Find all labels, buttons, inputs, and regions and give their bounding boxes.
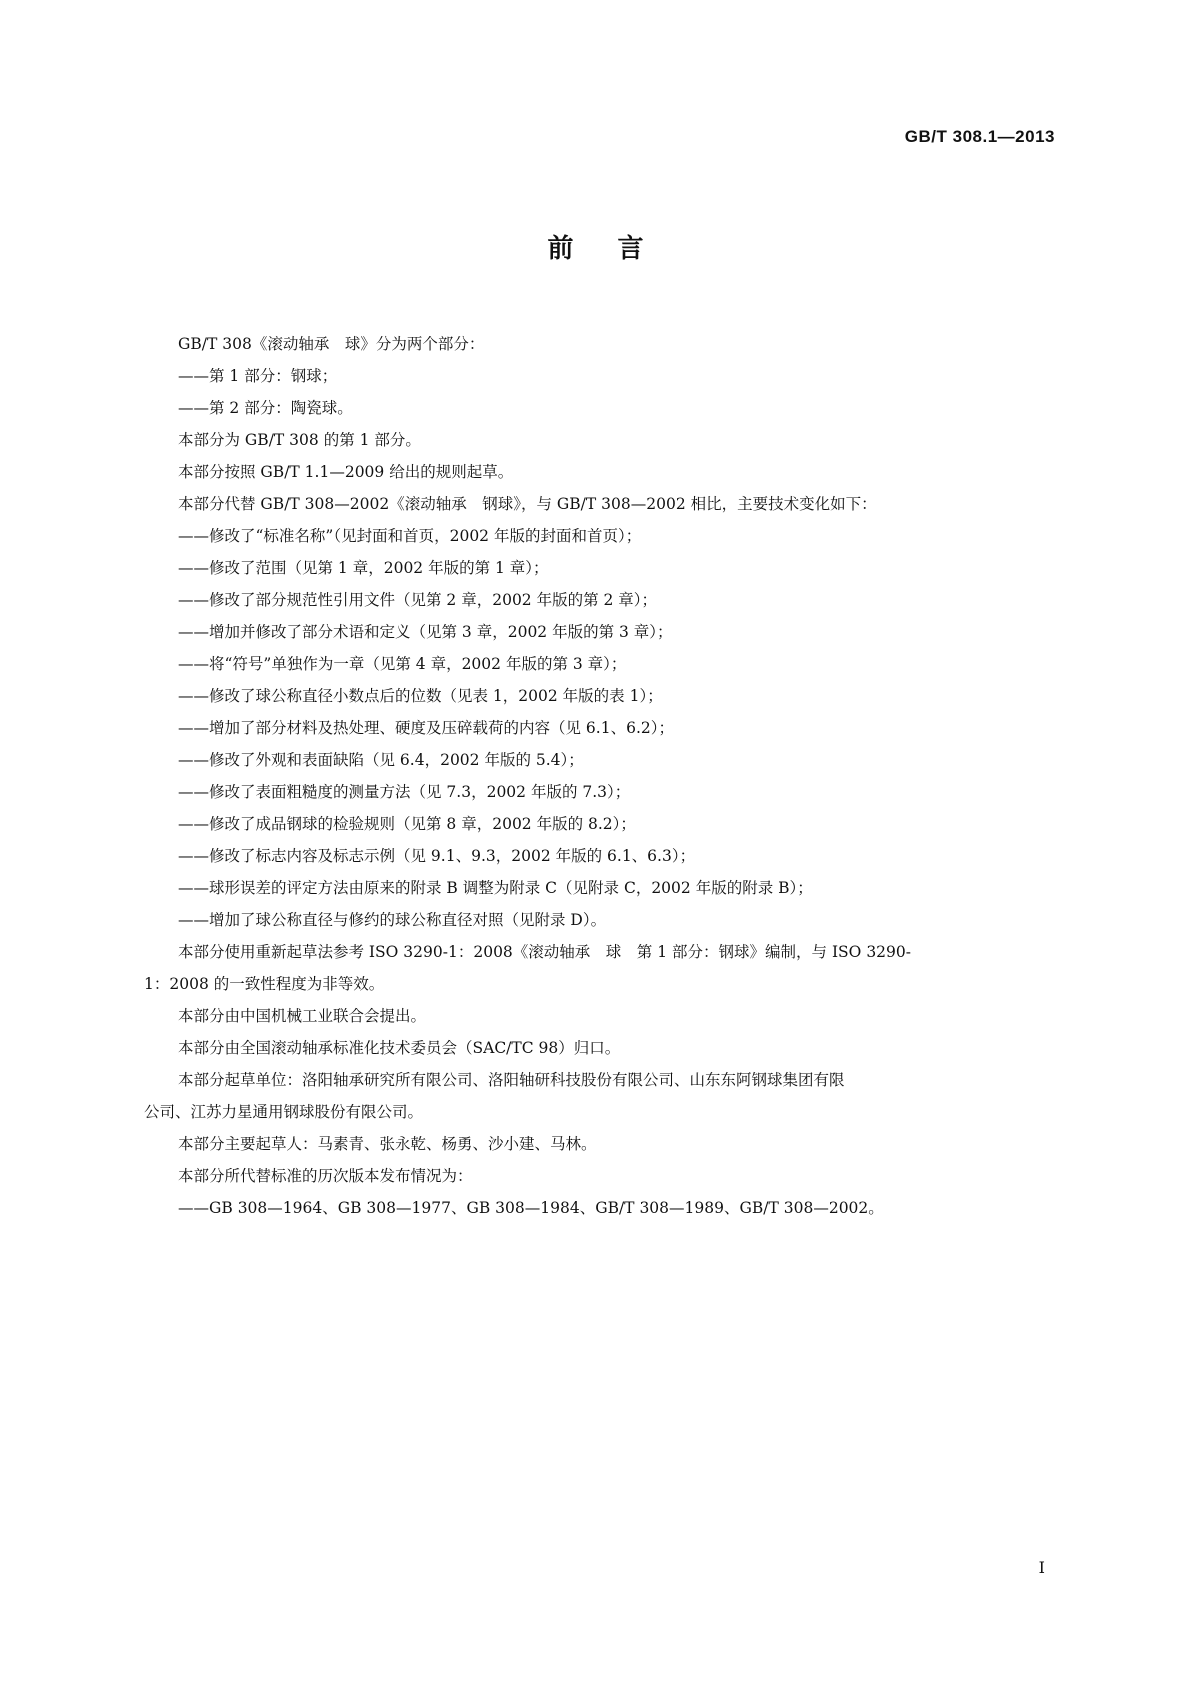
list-item: ——增加了部分材料及热处理、硬度及压碎载荷的内容（见 6.1、6.2）； [178, 719, 674, 737]
paragraph-line: 本部分所代替标准的历次版本发布情况为： [178, 1167, 473, 1185]
list-item: ——修改了“标准名称”（见封面和首页，2002 年版的封面和首页）； [178, 527, 642, 545]
paragraph-line: GB/T 308《滚动轴承 球》分为两个部分： [178, 335, 485, 353]
list-item: ——修改了成品钢球的检验规则（见第 8 章，2002 年版的 8.2）； [178, 815, 636, 833]
paragraph-line: 本部分起草单位：洛阳轴承研究所有限公司、洛阳轴研科技股份有限公司、山东东阿钢球集团有限 [178, 1071, 845, 1089]
page-title: 前言 [547, 234, 688, 264]
list-item: ——球形误差的评定方法由原来的附录 B 调整为附录 C（见附录 C，2002 年版的附录 B）； [178, 879, 813, 897]
document-code-header: GB/T 308.1—2013 [904, 127, 1055, 146]
preface-body [144, 328, 1064, 1224]
paragraph-line: 本部分主要起草人：马素青、张永乾、杨勇、沙小建、马林。 [178, 1135, 597, 1153]
paragraph-line: 本部分由全国滚动轴承标准化技术委员会（SAC/TC 98）归口。 [178, 1039, 621, 1057]
list-item: ——修改了部分规范性引用文件（见第 2 章，2002 年版的第 2 章）； [178, 591, 658, 609]
list-item: ——修改了范围（见第 1 章，2002 年版的第 1 章）； [178, 559, 549, 577]
paragraph-line: 1：2008 的一致性程度为非等效。 [144, 975, 385, 993]
list-item: ——增加并修改了部分术语和定义（见第 3 章，2002 年版的第 3 章）； [178, 623, 673, 641]
list-item: ——修改了表面粗糙度的测量方法（见 7.3，2002 年版的 7.3）； [178, 783, 631, 801]
list-item: ——修改了球公称直径小数点后的位数（见表 1，2002 年版的表 1）； [178, 687, 663, 705]
list-item: ——将“符号”单独作为一章（见第 4 章，2002 年版的第 3 章）； [178, 655, 627, 673]
paragraph-line: 本部分按照 GB/T 1.1—2009 给出的规则起草。 [178, 463, 514, 481]
paragraph-line: 本部分代替 GB/T 308—2002《滚动轴承 钢球》，与 GB/T 308—2002 相比，主要技术变化如下： [178, 495, 877, 513]
list-item: ——GB 308—1964、GB 308—1977、GB 308—1984、GB/T 308—1989、GB/T 308—2002。 [178, 1199, 884, 1217]
page-number: I [1038, 1558, 1045, 1577]
list-item: ——第 1 部分：钢球； [178, 367, 338, 385]
paragraph-line: 本部分为 GB/T 308 的第 1 部分。 [178, 431, 421, 449]
list-item: ——修改了外观和表面缺陷（见 6.4，2002 年版的 5.4）； [178, 751, 584, 769]
list-item: ——修改了标志内容及标志示例（见 9.1、9.3，2002 年版的 6.1、6.3）； [178, 847, 696, 865]
list-item: ——第 2 部分：陶瓷球。 [178, 399, 353, 417]
paragraph-line: 本部分使用重新起草法参考 ISO 3290-1：2008《滚动轴承 球 第 1 部分：钢球》编制，与 ISO 3290- [178, 943, 911, 961]
paragraph-line: 本部分由中国机械工业联合会提出。 [178, 1007, 427, 1025]
list-item: ——增加了球公称直径与修约的球公称直径对照（见附录 D）。 [178, 911, 607, 929]
paragraph-line: 公司、江苏力星通用钢球股份有限公司。 [144, 1103, 424, 1121]
